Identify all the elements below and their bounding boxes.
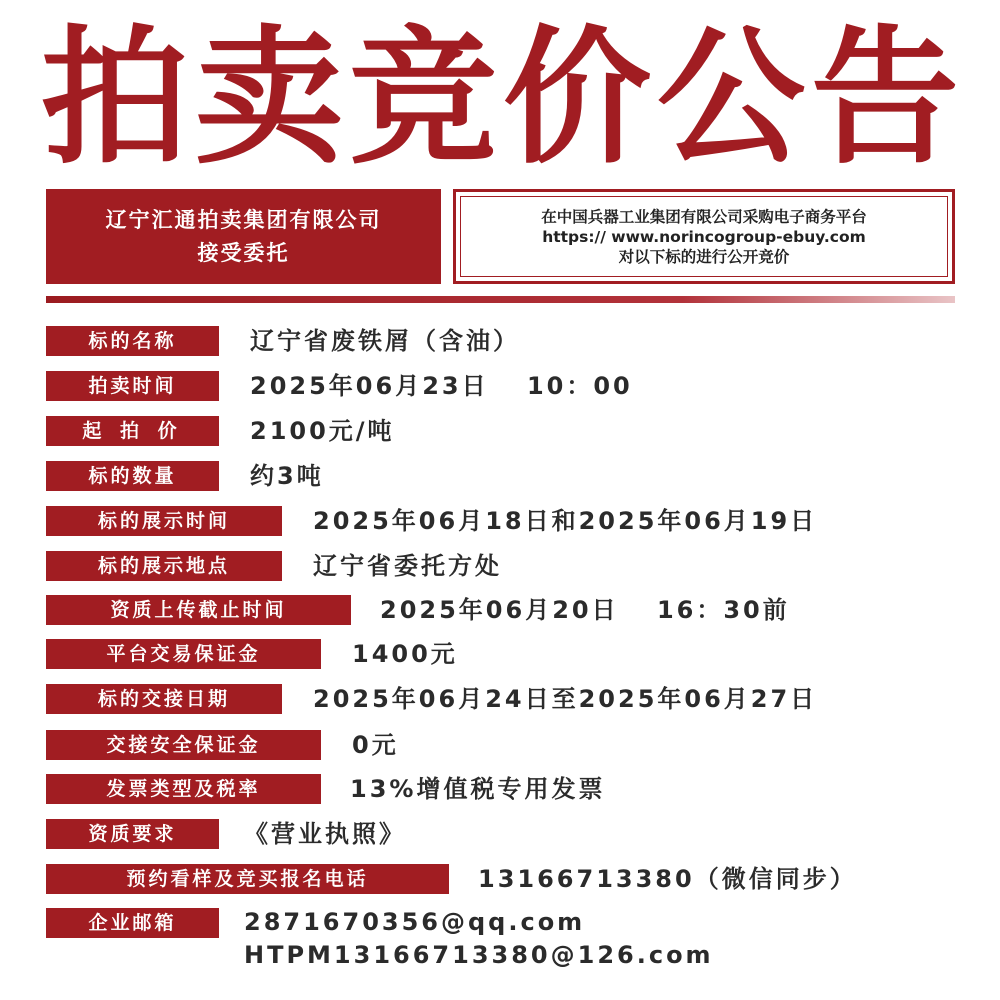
auctioneer-box [46, 189, 441, 284]
row-label: 预约看样及竞买报名电话 [46, 864, 449, 894]
auctioneer-name: 辽宁汇通拍卖集团有限公司 [105, 207, 382, 232]
row-label: 标的数量 [46, 461, 219, 491]
row-value: 约3吨 [250, 462, 324, 490]
divider-bar [46, 296, 955, 303]
row-label: 标的交接日期 [46, 684, 282, 714]
page-title [40, 12, 960, 184]
row-value: 1400元 [352, 640, 458, 668]
platform-line-3: 对以下标的进行公开竞价 [618, 247, 790, 266]
row-label: 资质要求 [46, 819, 219, 849]
row-label: 资质上传截止时间 [46, 595, 351, 625]
row-label: 发票类型及税率 [46, 774, 321, 804]
row-label: 企业邮箱 [46, 908, 219, 938]
title-char: 竞 [349, 12, 497, 184]
row-value: 13%增值税专用发票 [350, 775, 606, 803]
row-value: 0元 [352, 731, 399, 759]
platform-url[interactable]: https:// www.norincogroup-ebuy.com [542, 227, 866, 246]
row-label: 标的名称 [46, 326, 219, 356]
row-label: 起 拍 价 [46, 416, 219, 446]
row-label: 平台交易保证金 [46, 639, 321, 669]
row-label: 标的展示时间 [46, 506, 282, 536]
row-label: 拍卖时间 [46, 371, 219, 401]
row-value: 2025年06月24日至2025年06月27日 [313, 685, 818, 713]
platform-box [453, 189, 955, 284]
row-value: 2025年06月20日 16：30前 [380, 596, 790, 624]
platform-text [541, 207, 867, 267]
title-char: 卖 [195, 12, 343, 184]
row-value: 2025年06月23日 10：00 [250, 372, 633, 400]
title-char: 公 [657, 12, 805, 184]
email-values [244, 906, 714, 976]
email-address-1[interactable]: 2871670356@qq.com [244, 908, 586, 936]
row-value: 辽宁省委托方处 [313, 552, 502, 580]
row-label: 标的展示地点 [46, 551, 282, 581]
row-value: 2100元/吨 [250, 417, 395, 445]
title-char: 拍 [41, 12, 189, 184]
row-value: 2025年06月18日和2025年06月19日 [313, 507, 818, 535]
row-value: 辽宁省废铁屑（含油） [250, 327, 520, 355]
auctioneer-note: 接受委托 [197, 240, 290, 265]
row-label: 交接安全保证金 [46, 730, 321, 760]
row-value: 13166713380（微信同步） [478, 865, 857, 893]
email-address-2[interactable]: HTPM13166713380@126.com [244, 941, 714, 969]
title-char: 告 [811, 12, 959, 184]
platform-line-1: 在中国兵器工业集团有限公司采购电子商务平台 [541, 207, 867, 226]
title-char: 价 [503, 12, 651, 184]
row-value: 《营业执照》 [244, 820, 406, 848]
